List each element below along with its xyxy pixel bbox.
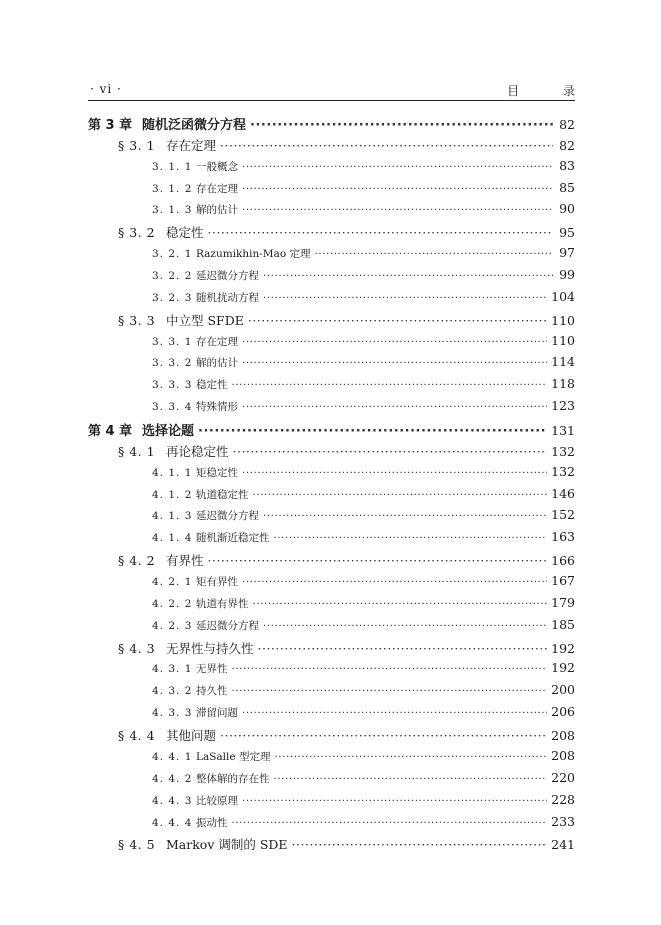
- toc-chapter-entry[interactable]: [88, 114, 575, 136]
- dot-leader: [232, 663, 548, 675]
- running-header: [88, 82, 595, 98]
- toc-entry-title: 延迟微分方程: [196, 270, 259, 283]
- toc-entry-number: 4. 1. 3: [152, 510, 193, 523]
- toc-entry-page: 123: [551, 398, 575, 414]
- toc-entry-title: 中立型 SFDE: [166, 312, 244, 328]
- toc-entry-page: 179: [551, 594, 575, 610]
- toc-entry-page: 208: [551, 728, 575, 744]
- toc-entry-page: 241: [551, 837, 575, 853]
- toc-entry-title: 整体解的存在性: [196, 772, 270, 785]
- toc-entry-title: 无界性: [196, 663, 228, 676]
- toc-subsection-entry[interactable]: [88, 289, 575, 311]
- toc-entry-number: 3. 2. 2: [152, 270, 193, 283]
- toc-section-entry[interactable]: [88, 835, 575, 857]
- toc-entry-number: 4. 1. 1: [152, 466, 193, 479]
- toc-entry-number: 4. 4. 1: [152, 750, 193, 763]
- dot-leader: [232, 379, 548, 391]
- toc-entry-title: 延迟微分方程: [196, 619, 259, 632]
- dot-leader: [253, 489, 548, 501]
- toc-entry-page: 110: [551, 312, 575, 328]
- toc-entry-title: 其他问题: [166, 728, 217, 744]
- toc-subsection-entry[interactable]: [88, 617, 575, 639]
- dot-leader: [242, 336, 547, 348]
- toc-entry-page: 200: [551, 682, 575, 698]
- toc-entry-title: 一般概念: [196, 160, 238, 173]
- header-rule: [88, 100, 575, 101]
- toc-entry-page: 185: [551, 616, 575, 632]
- toc-entry-title: Markov 调制的 SDE: [166, 837, 288, 853]
- toc-subsection-entry[interactable]: [88, 158, 575, 180]
- toc-section-entry[interactable]: [88, 223, 575, 245]
- toc-entry-number: 3. 1. 1: [152, 160, 193, 173]
- toc-entry-page: 132: [551, 463, 575, 479]
- toc-subsection-entry[interactable]: [88, 748, 575, 770]
- toc-entry-number: 4. 4. 3: [152, 794, 193, 807]
- toc-entry-page: 228: [551, 791, 575, 807]
- dot-leader: [274, 751, 547, 763]
- toc-entry-page: 192: [551, 660, 575, 676]
- toc-entry-page: 192: [551, 640, 575, 656]
- toc-subsection-entry[interactable]: [88, 486, 575, 508]
- toc-entry-page: 110: [551, 332, 575, 348]
- toc-entry-page: 167: [551, 573, 575, 589]
- toc-entry-title: 矩稳定性: [196, 466, 238, 479]
- toc-entry-number: 4. 2. 1: [152, 576, 193, 589]
- toc-entry-page: 118: [551, 376, 575, 392]
- toc-entry-title: 比较原理: [196, 794, 238, 807]
- toc-entry-page: 206: [551, 704, 575, 720]
- dot-leader: [263, 510, 547, 522]
- toc-entry-title: 随机渐近稳定性: [196, 532, 270, 545]
- dot-leader: [242, 707, 547, 719]
- dot-leader: [263, 292, 547, 304]
- dot-leader: [242, 204, 553, 216]
- toc-section-entry[interactable]: [88, 442, 575, 464]
- toc-subsection-entry[interactable]: [88, 704, 575, 726]
- toc-entry-page: 220: [551, 769, 575, 785]
- toc-subsection-entry[interactable]: [88, 792, 575, 814]
- dot-leader: [220, 728, 547, 743]
- toc-subsection-entry[interactable]: [88, 660, 575, 682]
- toc-entry-number: 第 3 章: [88, 118, 133, 133]
- toc-entry-page: 99: [559, 267, 575, 283]
- dot-leader: [248, 313, 547, 328]
- dot-leader: [274, 773, 548, 785]
- dot-leader: [274, 532, 548, 544]
- toc-entry-number: 3. 3. 2: [152, 357, 193, 370]
- toc-subsection-entry[interactable]: [88, 573, 575, 595]
- dot-leader: [242, 183, 553, 195]
- toc-entry-number: 3. 2. 1: [152, 248, 193, 261]
- toc-entry-number: 4. 4. 2: [152, 772, 193, 785]
- toc-subsection-entry[interactable]: [88, 770, 575, 792]
- dot-leader: [250, 118, 553, 133]
- dot-leader: [242, 576, 547, 588]
- toc-subsection-entry[interactable]: [88, 376, 575, 398]
- dot-leader: [258, 641, 548, 656]
- toc-entry-page: 82: [559, 117, 575, 132]
- toc-entry-title: 选择论题: [142, 424, 195, 440]
- toc-entry-title: 轨道稳定性: [196, 488, 249, 501]
- toc-entry-title: 随机泛函微分方程: [142, 118, 247, 133]
- toc-entry-title: 再论稳定性: [166, 443, 229, 459]
- toc-entry-number: 4. 2. 2: [152, 597, 193, 610]
- toc-entry-title: 随机扰动方程: [196, 291, 259, 304]
- table-of-contents: [88, 114, 575, 857]
- toc-entry-title: 存在定理: [196, 335, 238, 348]
- toc-entry-number: 4. 2. 3: [152, 619, 193, 632]
- dot-leader: [242, 795, 547, 807]
- toc-entry-number: § 4. 4: [118, 728, 156, 744]
- toc-subsection-entry[interactable]: [88, 354, 575, 376]
- page-number: · vi ·: [90, 82, 122, 96]
- dot-leader: [198, 424, 547, 439]
- toc-entry-title: 轨道有界性: [196, 597, 249, 610]
- dot-leader: [263, 270, 553, 282]
- toc-subsection-entry[interactable]: [88, 682, 575, 704]
- dot-leader: [253, 598, 548, 610]
- toc-entry-number: § 3. 2: [118, 225, 156, 241]
- dot-leader: [263, 620, 547, 632]
- toc-subsection-entry[interactable]: [88, 245, 575, 267]
- toc-entry-title: 存在定理: [166, 137, 217, 153]
- toc-entry-page: 208: [551, 747, 575, 763]
- toc-entry-number: § 3. 1: [118, 137, 156, 153]
- toc-entry-page: 83: [559, 157, 575, 173]
- toc-entry-number: 4. 4. 4: [152, 816, 193, 829]
- toc-entry-page: 166: [551, 553, 575, 569]
- toc-entry-number: 3. 3. 4: [152, 401, 193, 414]
- toc-entry-title: 存在定理: [196, 182, 238, 195]
- toc-entry-page: 132: [551, 443, 575, 459]
- toc-entry-page: 146: [551, 485, 575, 501]
- toc-section-entry[interactable]: [88, 311, 575, 333]
- dot-leader: [242, 401, 547, 413]
- toc-entry-page: 97: [559, 245, 575, 261]
- toc-entry-page: 95: [559, 225, 575, 241]
- toc-subsection-entry[interactable]: [88, 201, 575, 223]
- toc-entry-page: 85: [559, 179, 575, 195]
- toc-entry-number: 第 4 章: [88, 424, 133, 440]
- toc-section-entry[interactable]: [88, 136, 575, 158]
- toc-subsection-entry[interactable]: [88, 267, 575, 289]
- toc-entry-number: 4. 1. 4: [152, 532, 193, 545]
- toc-entry-number: 3. 3. 1: [152, 335, 193, 348]
- toc-entry-number: § 3. 3: [118, 312, 156, 328]
- toc-entry-title: LaSalle 型定理: [196, 750, 271, 763]
- dot-leader: [314, 248, 553, 260]
- toc-entry-page: 152: [551, 507, 575, 523]
- toc-entry-page: 90: [559, 201, 575, 217]
- toc-section-entry[interactable]: [88, 639, 575, 661]
- dot-leader: [242, 467, 547, 479]
- toc-subsection-entry[interactable]: [88, 529, 575, 551]
- toc-subsection-entry[interactable]: [88, 398, 575, 420]
- toc-entry-page: 163: [551, 529, 575, 545]
- toc-entry-number: 3. 3. 3: [152, 379, 193, 392]
- dot-leader: [242, 161, 553, 173]
- running-title: 目 录: [507, 84, 595, 98]
- toc-entry-page: 233: [551, 813, 575, 829]
- dot-leader: [208, 225, 553, 240]
- toc-entry-number: 4. 3. 2: [152, 685, 193, 698]
- dot-leader: [292, 837, 548, 852]
- toc-entry-number: 3. 1. 2: [152, 182, 193, 195]
- dot-leader: [232, 685, 548, 697]
- toc-entry-number: 3. 2. 3: [152, 291, 193, 304]
- toc-subsection-entry[interactable]: [88, 464, 575, 486]
- toc-entry-title: 稳定性: [166, 225, 204, 241]
- toc-entry-title: 解的估计: [196, 204, 238, 217]
- toc-subsection-entry[interactable]: [88, 595, 575, 617]
- toc-entry-title: 延迟微分方程: [196, 510, 259, 523]
- toc-entry-page: 114: [551, 354, 575, 370]
- toc-entry-title: 特殊情形: [196, 401, 238, 414]
- toc-subsection-entry[interactable]: [88, 333, 575, 355]
- dot-leader: [233, 444, 548, 459]
- toc-subsection-entry[interactable]: [88, 507, 575, 529]
- toc-entry-number: § 4. 1: [118, 443, 156, 459]
- toc-entry-number: § 4. 5: [118, 837, 156, 853]
- toc-entry-number: 4. 1. 2: [152, 488, 193, 501]
- toc-entry-number: § 4. 3: [118, 640, 156, 656]
- toc-entry-title: 振动性: [196, 816, 228, 829]
- toc-section-entry[interactable]: [88, 726, 575, 748]
- dot-leader: [220, 138, 553, 153]
- toc-entry-title: 持久性: [196, 685, 228, 698]
- toc-subsection-entry[interactable]: [88, 814, 575, 836]
- toc-chapter-entry[interactable]: [88, 420, 575, 442]
- dot-leader: [242, 357, 547, 369]
- toc-subsection-entry[interactable]: [88, 180, 575, 202]
- toc-entry-page: 131: [551, 423, 575, 439]
- toc-entry-page: 82: [559, 137, 575, 153]
- toc-section-entry[interactable]: [88, 551, 575, 573]
- toc-entry-title: 解的估计: [196, 357, 238, 370]
- toc-entry-number: 3. 1. 3: [152, 204, 193, 217]
- dot-leader: [208, 553, 548, 568]
- toc-entry-title: 稳定性: [196, 379, 228, 392]
- toc-entry-number: § 4. 2: [118, 553, 156, 569]
- dot-leader: [232, 817, 548, 829]
- toc-entry-title: 滞留问题: [196, 707, 238, 720]
- toc-entry-title: 矩有界性: [196, 576, 238, 589]
- toc-entry-title: 有界性: [166, 553, 204, 569]
- toc-entry-page: 104: [551, 288, 575, 304]
- toc-entry-number: 4. 3. 1: [152, 663, 193, 676]
- toc-entry-title: Razumikhin-Mao 定理: [196, 248, 311, 261]
- toc-entry-number: 4. 3. 3: [152, 707, 193, 720]
- toc-entry-title: 无界性与持久性: [166, 640, 254, 656]
